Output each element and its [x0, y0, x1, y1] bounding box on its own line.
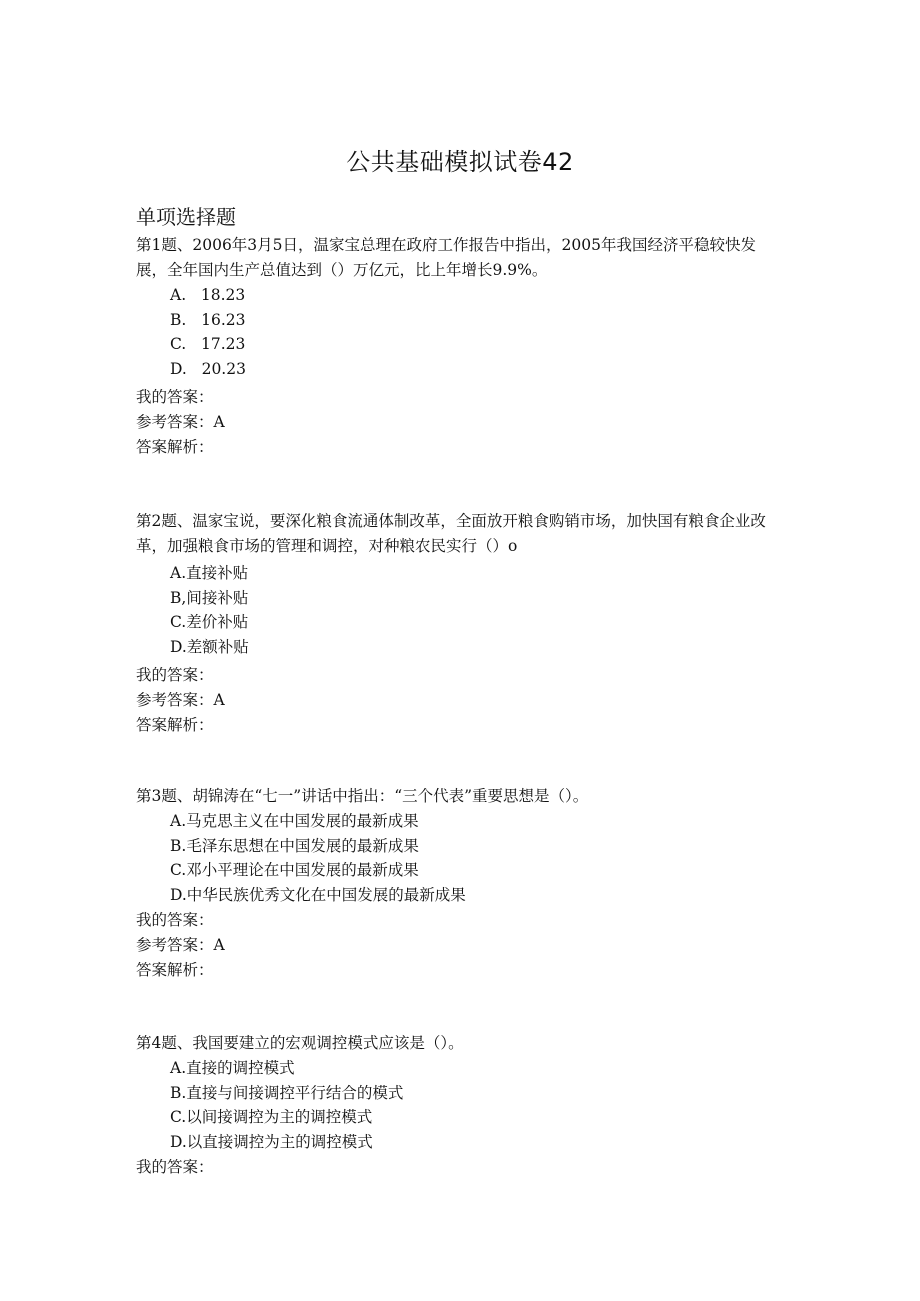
option-a: A.马克思主义在中国发展的最新成果	[170, 812, 419, 830]
option-c: C.以间接调控为主的调控模式	[170, 1108, 373, 1127]
option-a: A.直接的调控模式	[170, 1059, 295, 1077]
option-d: D.差额补贴	[170, 638, 249, 657]
option-c: C. 17.23	[170, 335, 246, 354]
option-list	[136, 283, 786, 382]
reference-answer-value: A	[213, 690, 225, 709]
reference-answer-value: A	[213, 935, 225, 954]
my-answer-label: 我的答案：	[136, 910, 214, 929]
option-d: D. 20.23	[170, 360, 246, 379]
reference-answer-label: 参考答案：	[136, 935, 214, 954]
reference-answer-row	[136, 410, 786, 435]
question-stem: 第3题、胡锦涛在“七一”讲话中指出：“三个代表”重要思想是（）。	[136, 787, 589, 805]
option-list	[136, 809, 786, 908]
reference-answer-row	[136, 933, 786, 958]
option-b: B,间接补贴	[170, 588, 249, 607]
option-b: B.毛泽东思想在中国发展的最新成果	[170, 836, 419, 855]
question-4	[136, 1031, 786, 1180]
question-stem: 第2题、温家宝说，要深化粮食流通体制改革，全面放开粮食购销市场，加快国有粮食企业改革，加强粮食市场的管理和调控，对种粮农民实行（）o	[136, 512, 766, 555]
analysis-label: 答案解析：	[136, 960, 214, 979]
analysis-label: 答案解析：	[136, 715, 214, 734]
option-b: B.直接与间接调控平行结合的模式	[170, 1083, 404, 1102]
section-heading: 单项选择题	[136, 205, 236, 229]
analysis-label: 答案解析：	[136, 437, 214, 456]
page-title: 公共基础模拟试卷42	[346, 148, 574, 176]
my-answer-label: 我的答案：	[136, 1157, 214, 1176]
option-a: A. 18.23	[170, 286, 246, 304]
reference-answer-label: 参考答案：	[136, 412, 214, 431]
option-list	[136, 1056, 786, 1155]
option-c: C.邓小平理论在中国发展的最新成果	[170, 861, 419, 880]
option-a: A.直接补贴	[170, 564, 249, 582]
option-c: C.差价补贴	[170, 613, 249, 632]
my-answer-label: 我的答案：	[136, 665, 214, 684]
reference-answer-label: 参考答案：	[136, 690, 214, 709]
option-list	[136, 561, 786, 660]
reference-answer-row	[136, 688, 786, 713]
question-1	[136, 233, 786, 460]
reference-answer-value: A	[213, 412, 225, 431]
option-d: D.以直接调控为主的调控模式	[170, 1133, 373, 1152]
my-answer-label: 我的答案：	[136, 387, 214, 406]
question-stem: 第1题、2006年3月5日，温家宝总理在政府工作报告中指出，2005年我国经济平稳较快发展，全年国内生产总值达到（）万亿元，比上年增长9.9%。	[136, 236, 756, 279]
option-b: B. 16.23	[170, 310, 246, 329]
question-stem: 第4题、我国要建立的宏观调控模式应该是（）。	[136, 1034, 464, 1052]
question-3	[136, 784, 786, 983]
option-d: D.中华民族优秀文化在中国发展的最新成果	[170, 886, 466, 905]
question-2	[136, 509, 786, 738]
